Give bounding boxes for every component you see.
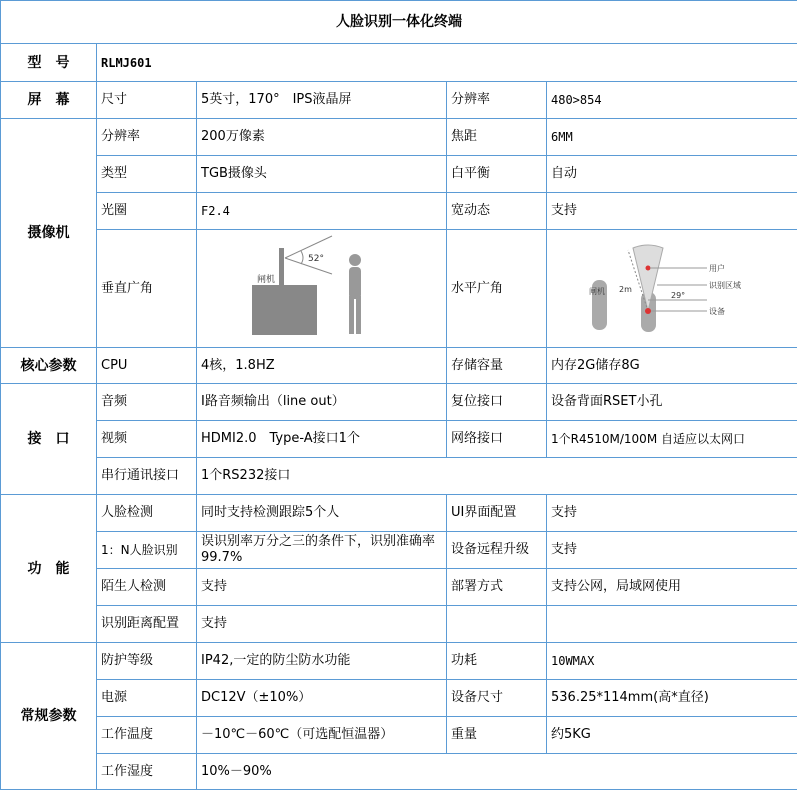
humidity-value: 10%－90% <box>197 754 797 790</box>
remote-upgrade-label: 设备远程升级 <box>447 532 547 569</box>
face-detect-value: 同时支持检测跟踪5个人 <box>197 495 447 532</box>
camera-aperture-label: 光圈 <box>97 193 197 230</box>
storage-label: 存储容量 <box>447 348 547 384</box>
video-label: 视频 <box>97 421 197 458</box>
vertical-gate-label: 闸机 <box>257 273 275 285</box>
size-value: 536.25*114mm(高*直径) <box>547 680 797 717</box>
user-marker <box>646 266 651 271</box>
ui-config-value: 支持 <box>547 495 797 532</box>
audio-value: I路音频输出（line out） <box>197 384 447 421</box>
serial-label: 串行通讯接口 <box>97 458 197 495</box>
user-text: 用户 <box>709 263 725 273</box>
vertical-angle-text: 52° <box>308 254 324 264</box>
face-recognition-label: 1：N人脸识别 <box>97 532 197 569</box>
vertical-angle-illustration <box>197 230 447 342</box>
angle-arc <box>301 251 303 264</box>
device-post <box>279 248 284 288</box>
audio-label: 音频 <box>97 384 197 421</box>
horizontal-angle-text: 29° <box>671 291 685 300</box>
camera-wdr-value: 支持 <box>547 193 797 230</box>
screen-size-value: 5英寸，170° IPS液晶屏 <box>197 82 447 119</box>
face-detect-label: 人脸检测 <box>97 495 197 532</box>
cpu-label: CPU <box>97 348 197 384</box>
power-consumption-label: 功耗 <box>447 643 547 680</box>
screen-size-label: 尺寸 <box>97 82 197 119</box>
storage-value: 内存2G储存8G <box>547 348 797 384</box>
horizontal-angle-label: 水平广角 <box>447 230 547 348</box>
camera-label: 摄像机 <box>1 119 97 348</box>
stranger-detect-label: 陌生人检测 <box>97 569 197 606</box>
vertical-angle-diagram <box>197 230 447 348</box>
humidity-label: 工作湿度 <box>97 754 197 790</box>
screen-label: 屏 幕 <box>1 82 97 119</box>
temperature-label: 工作温度 <box>97 717 197 754</box>
network-label: 网络接口 <box>447 421 547 458</box>
power-value: DC12V（±10%） <box>197 680 447 717</box>
camera-wb-label: 白平衡 <box>447 156 547 193</box>
power-consumption-value: 10WMAX <box>547 643 797 680</box>
camera-aperture-value: F2.4 <box>197 193 447 230</box>
function-label: 功 能 <box>1 495 97 643</box>
screen-resolution-label: 分辨率 <box>447 82 547 119</box>
serial-value: 1个RS232接口 <box>197 458 797 495</box>
page-title: 人脸识别一体化终端 <box>1 1 797 44</box>
empty-cell <box>447 606 547 643</box>
power-label: 电源 <box>97 680 197 717</box>
protection-value: IP42,一定的防尘防水功能 <box>197 643 447 680</box>
camera-wb-value: 自动 <box>547 156 797 193</box>
camera-resolution-label: 分辨率 <box>97 119 197 156</box>
camera-type-label: 类型 <box>97 156 197 193</box>
ui-config-label: UI界面配置 <box>447 495 547 532</box>
interface-label: 接 口 <box>1 384 97 495</box>
face-recognition-value: 误识别率万分之三的条件下，识别准确率99.7% <box>197 532 447 569</box>
zone-text: 识别区域 <box>709 280 741 290</box>
horizontal-gate-label: 闸机 <box>589 286 605 296</box>
reset-label: 复位接口 <box>447 384 547 421</box>
network-value: 1个R4510M/100M 自适应以太网口 <box>547 421 797 458</box>
weight-value: 约5KG <box>547 717 797 754</box>
horizontal-angle-illustration <box>547 230 797 342</box>
device-text: 设备 <box>709 306 725 316</box>
camera-type-value: TGB摄像头 <box>197 156 447 193</box>
horizontal-angle-diagram <box>547 230 797 348</box>
camera-focal-label: 焦距 <box>447 119 547 156</box>
recognition-zone <box>633 245 663 311</box>
video-value: HDMI2.0 Type-A接口1个 <box>197 421 447 458</box>
core-label: 核心参数 <box>1 348 97 384</box>
device-marker <box>645 308 651 314</box>
model-label: 型 号 <box>1 44 97 82</box>
model-value: RLMJ601 <box>97 44 797 82</box>
screen-resolution-value: 480>854 <box>547 82 797 119</box>
remote-upgrade-value: 支持 <box>547 532 797 569</box>
deploy-label: 部署方式 <box>447 569 547 606</box>
reset-value: 设备背面RSET小孔 <box>547 384 797 421</box>
vertical-angle-label: 垂直广角 <box>97 230 197 348</box>
camera-focal-value: 6MM <box>547 119 797 156</box>
temperature-value: －10℃－60℃（可选配恒温器） <box>197 717 447 754</box>
size-label: 设备尺寸 <box>447 680 547 717</box>
cpu-value: 4核，1.8HZ <box>197 348 447 384</box>
deploy-value: 支持公网，局域网使用 <box>547 569 797 606</box>
stranger-detect-value: 支持 <box>197 569 447 606</box>
camera-resolution-value: 200万像素 <box>197 119 447 156</box>
distance-text: 2m <box>619 285 632 294</box>
protection-label: 防护等级 <box>97 643 197 680</box>
person-silhouette <box>349 254 361 334</box>
distance-config-value: 支持 <box>197 606 447 643</box>
empty-cell <box>547 606 797 643</box>
camera-wdr-label: 宽动态 <box>447 193 547 230</box>
general-label: 常规参数 <box>1 643 97 790</box>
distance-config-label: 识别距离配置 <box>97 606 197 643</box>
weight-label: 重量 <box>447 717 547 754</box>
gate-body <box>252 285 317 335</box>
